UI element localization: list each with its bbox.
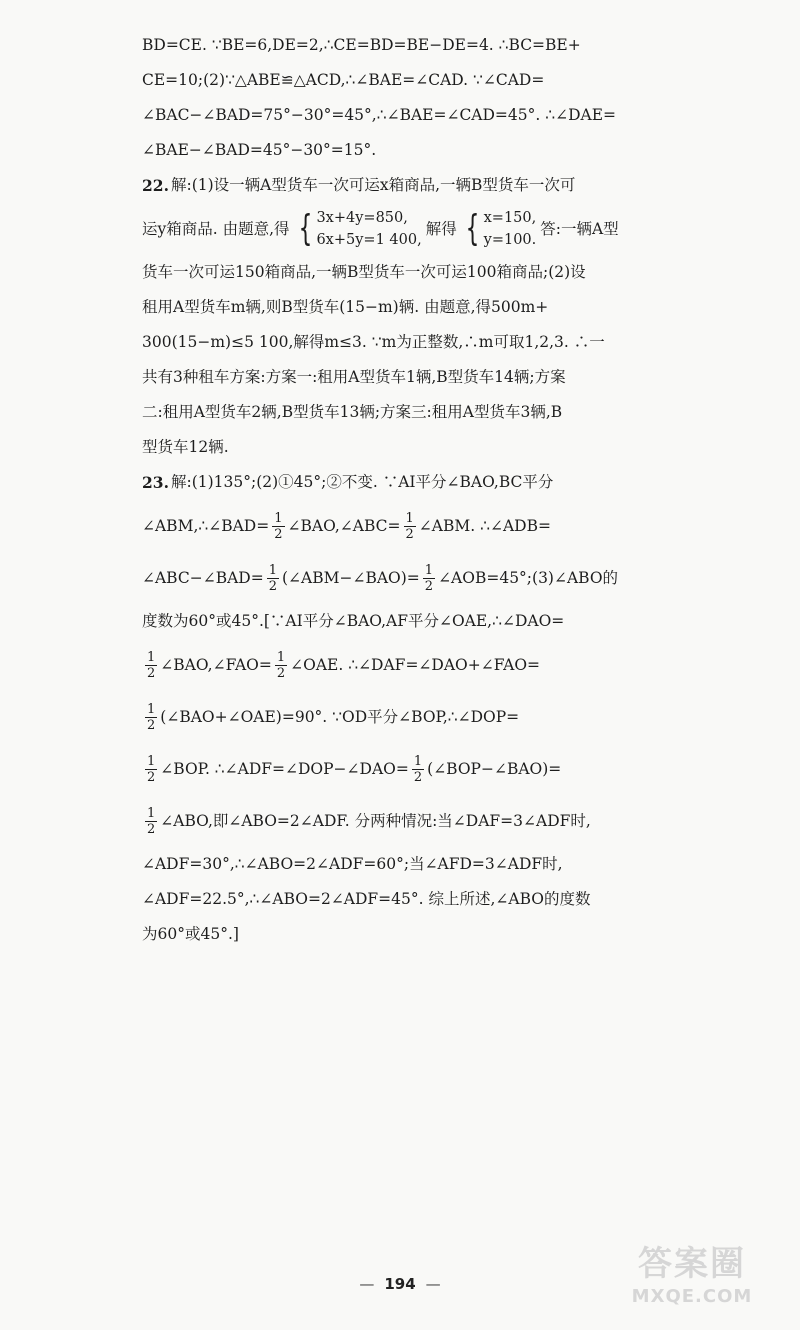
- watermark-logo: 答案圈 MXQE.COM: [631, 1244, 753, 1307]
- fraction-one-half: $\frac{1}{2}$: [147, 753, 156, 785]
- text-line: BD=CE. ∵BE=6,DE=2,∴CE=BD=BE−DE=4. ∴BC=BE+: [142, 36, 581, 54]
- fraction-one-half: $\frac{1}{2}$: [276, 649, 286, 681]
- fraction-one-half: $\frac{1}{2}$: [413, 753, 423, 785]
- text-line: ∠ABC−∠BAD= $\frac{1}{2}$ (∠ABM−∠BAO)= $\frac{1}{2}$ ∠AOB=45°;(3)∠ABO的: [142, 562, 619, 594]
- text-line: 300(15−m)≤5 100,解得m≤3. ∵m为正整数,∴m可取1,2,3. ∴一: [142, 333, 605, 351]
- text-line: 型货车12辆.: [142, 438, 229, 456]
- question-number: 23.: [142, 473, 169, 492]
- fraction-one-half: $\frac{1}{2}$: [147, 649, 156, 681]
- page-number: 194: [384, 1275, 416, 1293]
- fraction-one-half: $\frac{1}{2}$: [268, 562, 277, 594]
- question-22-header: 22. 解:(1)设一辆A型货车一次可运x箱商品,一辆B型货车一次可: [142, 168, 670, 203]
- left-brace-icon: {: [465, 208, 480, 249]
- question-23-header: 23. 解:(1)135°;(2)①45°;②不变. ∵AI平分∠BAO,BC平分: [142, 465, 670, 500]
- text-line: $\frac{1}{2}$ ∠BOP. ∴∠ADF=∠DOP−∠DAO= $\frac{1}{2}$ (∠BOP−∠BAO)=: [147, 753, 562, 785]
- text-line: 二:租用A型货车2辆,B型货车13辆;方案三:租用A型货车3辆,B: [142, 403, 563, 421]
- text-line: ∠BAC−∠BAD=75°−30°=45°,∴∠BAE=∠CAD=45°. ∴∠DAE=: [142, 106, 617, 124]
- text-line: ∠ADF=30°,∴∠ABO=2∠ADF=60°;当∠AFD=3∠ADF时,: [142, 855, 563, 873]
- equation-system: { 3x+4y=850, 6x+5y=1 400,: [298, 208, 422, 249]
- text-line: CE=10;(2)∵△ABE≌△ACD,∴∠BAE=∠CAD. ∵∠CAD=: [142, 71, 545, 89]
- text-line: $\frac{1}{2}$ ∠ABO,即∠ABO=2∠ADF. 分两种情况:当∠DAF=3∠ADF时,: [147, 805, 591, 837]
- fraction-one-half: $\frac{1}{2}$: [424, 562, 434, 594]
- fraction-one-half: $\frac{1}{2}$: [147, 805, 156, 837]
- text-line: 货车一次可运150箱商品,一辆B型货车一次可运100箱商品;(2)设: [142, 263, 586, 281]
- text-line: $\frac{1}{2}$ ∠BAO,∠FAO= $\frac{1}{2}$ ∠OAE. ∴∠DAF=∠DAO+∠FAO=: [147, 649, 541, 681]
- question-number: 22.: [142, 176, 169, 195]
- text-line: 度数为60°或45°.[∵AI平分∠BAO,AF平分∠OAE,∴∠DAO=: [142, 612, 565, 630]
- page-footer: — 194 —: [359, 1275, 441, 1293]
- text-line: 租用A型货车m辆,则B型货车(15−m)辆. 由题意,得500m+: [142, 298, 549, 316]
- text-line: $\frac{1}{2}$ (∠BAO+∠OAE)=90°. ∵OD平分∠BOP,∴∠DOP=: [147, 701, 520, 733]
- text-line: 为60°或45°.]: [142, 925, 239, 943]
- fraction-one-half: $\frac{1}{2}$: [274, 510, 283, 542]
- answer-page: [142, 28, 670, 952]
- fraction-one-half: $\frac{1}{2}$: [147, 701, 156, 733]
- fraction-one-half: $\frac{1}{2}$: [405, 510, 414, 542]
- text-line: ∠BAE−∠BAD=45°−30°=15°.: [142, 141, 377, 159]
- solution-system: { x=150, y=100.: [465, 208, 537, 249]
- text-line: 共有3种租车方案:方案一:租用A型货车1辆,B型货车14辆;方案: [142, 368, 566, 386]
- left-brace-icon: {: [298, 208, 312, 249]
- equation-system-line: 运y箱商品. 由题意,得 { 3x+4y=850, 6x+5y=1 400, 解得 { x=150, y=100. 答:一辆A型: [142, 208, 619, 249]
- text-line: ∠ABM,∴∠BAD= $\frac{1}{2}$ ∠BAO,∠ABC= $\frac{1}{2}$ ∠ABM. ∴∠ADB=: [142, 510, 551, 542]
- text-line: ∠ADF=22.5°,∴∠ABO=2∠ADF=45°. 综上所述,∠ABO的度数: [142, 890, 591, 908]
